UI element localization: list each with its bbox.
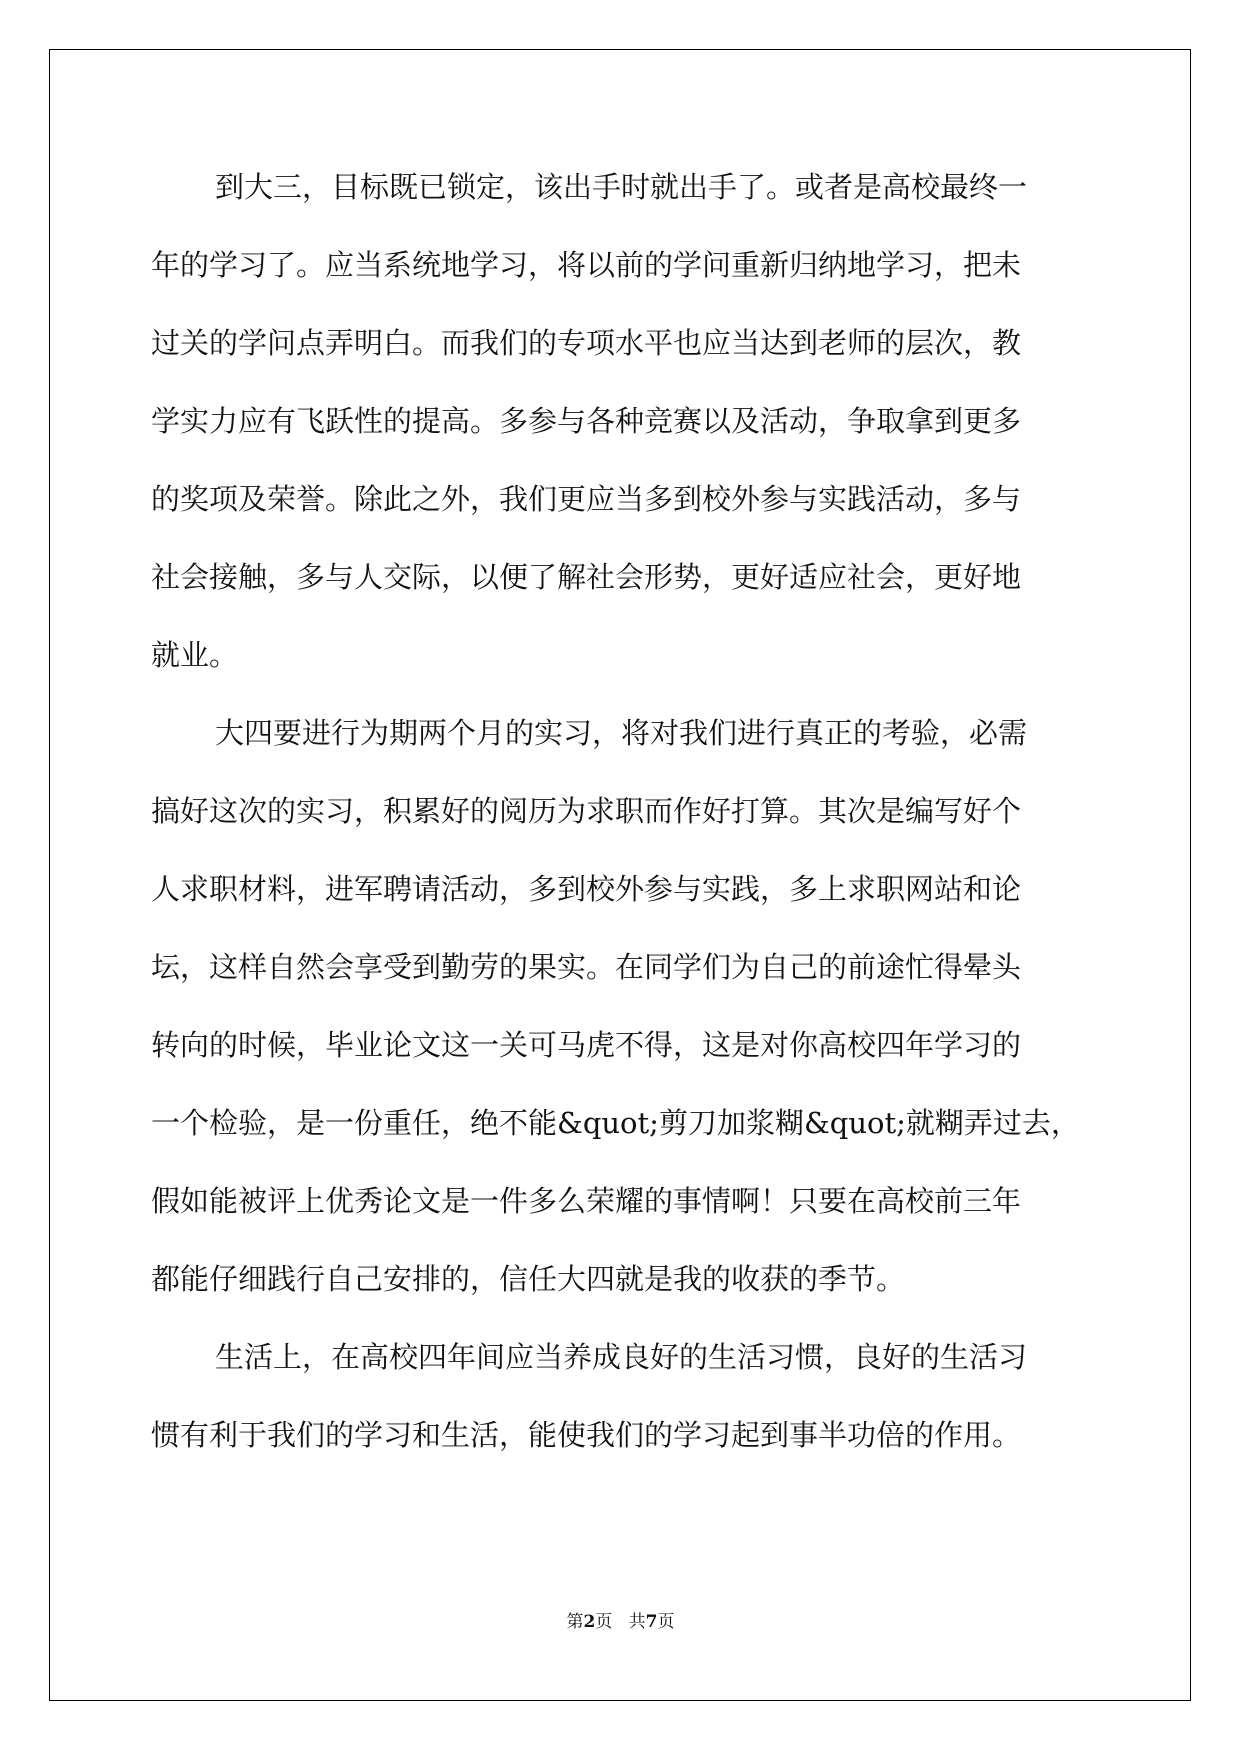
paragraph-1-line-2: 年的学习了。应当系统地学习，将以前的学问重新归纳地学习，把未 [151, 248, 1022, 282]
paragraph-1-line-5: 的奖项及荣誉。除此之外，我们更应当多到校外参与实践活动，多与 [151, 482, 1022, 516]
paragraph-2-line-7: 假如能被评上优秀论文是一件多么荣耀的事情啊！只要在高校前三年 [151, 1184, 1022, 1218]
document-body [151, 148, 1097, 1474]
paragraph-3-line-1: 生活上，在高校四年间应当养成良好的生活习惯，良好的生活习 [215, 1340, 1028, 1374]
total-prefix: 共 [628, 1612, 646, 1632]
paragraph-2-line-1: 大四要进行为期两个月的实习，将对我们进行真正的考验，必需 [215, 716, 1028, 750]
paragraph-3-line-2: 惯有利于我们的学习和生活，能使我们的学习起到事半功倍的作用。 [151, 1418, 1022, 1452]
page-prefix: 第 [566, 1612, 584, 1632]
paragraph-2-line-3: 人求职材料，进军聘请活动，多到校外参与实践，多上求职网站和论 [151, 872, 1022, 906]
paragraph-2-line-5: 转向的时候，毕业论文这一关可马虎不得，这是对你高校四年学习的 [151, 1028, 1022, 1062]
paragraph-1-line-1: 到大三，目标既已锁定，该出手时就出手了。或者是高校最终一 [215, 170, 1028, 204]
page-suffix: 页 [595, 1612, 613, 1632]
paragraph-2-line-2: 搞好这次的实习，积累好的阅历为求职而作好打算。其次是编写好个 [151, 794, 1022, 828]
paragraph-2-line-4: 坛，这样自然会享受到勤劳的果实。在同学们为自己的前途忙得晕头 [151, 950, 1022, 984]
paragraph-2-line-6: 一个检验，是一份重任，绝不能&quot;剪刀加浆糊&quot;就糊弄过去， [151, 1106, 1080, 1140]
paragraph-1-line-7: 就业。 [151, 638, 239, 672]
total-suffix: 页 [657, 1612, 675, 1632]
paragraph-1-line-4: 学实力应有飞跃性的提高。多参与各种竞赛以及活动，争取拿到更多 [151, 404, 1022, 438]
total-pages: 7 [645, 1612, 658, 1632]
page-footer [0, 1610, 1241, 1634]
page-number: 2 [583, 1612, 596, 1632]
paragraph-1-line-3: 过关的学问点弄明白。而我们的专项水平也应当达到老师的层次，教 [151, 326, 1022, 360]
paragraph-1-line-6: 社会接触，多与人交际，以便了解社会形势，更好适应社会，更好地 [151, 560, 1022, 594]
paragraph-2-line-8: 都能仔细践行自己安排的，信任大四就是我的收获的季节。 [151, 1262, 906, 1296]
